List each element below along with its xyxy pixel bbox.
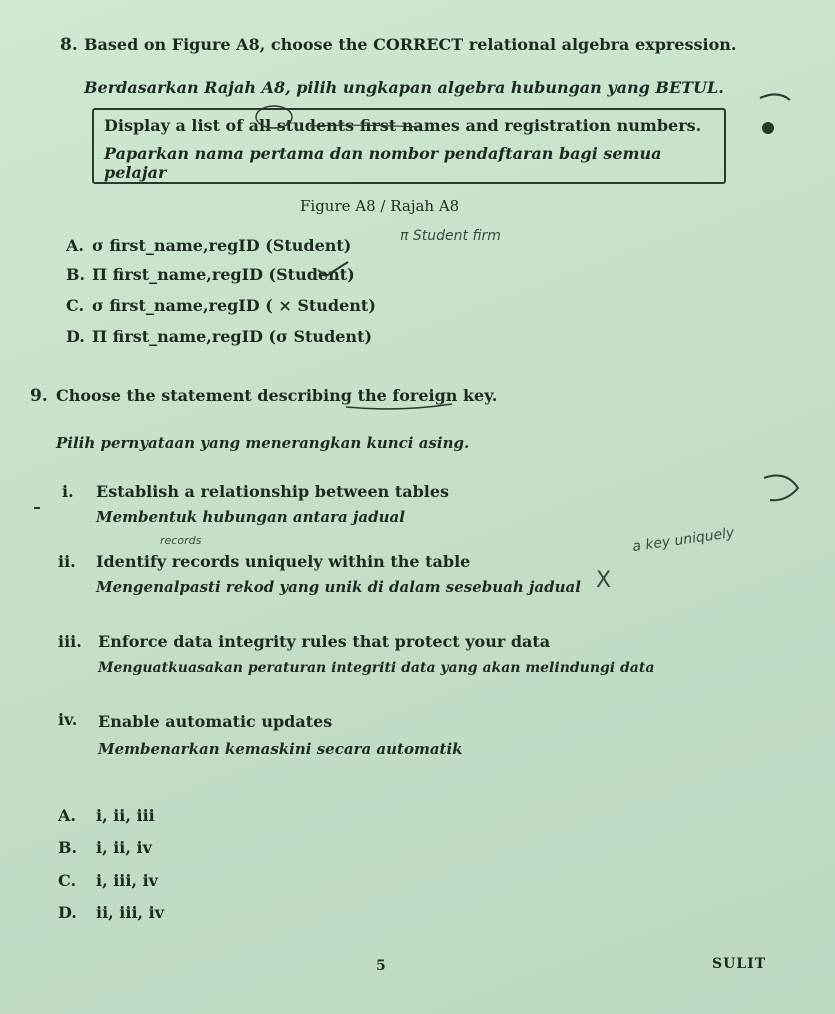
q8-option-a-text: σ first_name,regID (Student) [92,236,352,255]
q8-option-a-letter: A. [66,236,84,255]
q8-malay: Berdasarkan Rajah A8, pilih ungkapan algebra hubungan yang BETUL. [84,78,724,97]
q8-number: 8. [60,35,78,55]
q9-number: 9. [30,386,48,406]
q9-option-a-text: i, ii, iii [96,806,155,825]
circle-mark [256,106,292,128]
statement-iv-malay: Membenarkan kemaskini secara automatik [98,740,463,758]
q8-english: Based on Figure A8, choose the CORRECT relational algebra expression. [84,35,737,54]
handwritten-cross: X [596,568,612,593]
q8-option-b-letter: B. [66,265,86,284]
statement-iv-english: Enable automatic updates [98,712,333,731]
q8-option-d-letter: D. [66,327,85,346]
statement-i-english: Establish a relationship between tables [96,482,450,501]
edge-curve-mark-2 [764,476,798,501]
underline-mark [310,125,420,127]
q9-option-d-letter: D. [58,903,77,922]
statement-ii-malay: Mengenalpasti rekod yang unik di dalam sesebuah jadual [96,578,581,596]
foreign-key-underline [346,404,452,409]
handwritten-records: records [160,534,202,547]
statement-i-malay: Membentuk hubungan antara jadual [96,508,405,526]
q9-english: Choose the statement describing the foreign key. [56,386,498,405]
statement-iii-roman: iii. [58,632,82,651]
sulit-label: SULIT [712,956,767,972]
q8-option-b-text: Π first_name,regID (Student) [92,265,355,284]
statement-iii-english: Enforce data integrity rules that protect your data [98,632,551,651]
statement-ii-roman: ii. [58,552,76,571]
q9-option-c-letter: C. [58,871,77,890]
q9-option-d-text: ii, iii, iv [96,903,165,922]
q9-malay: Pilih pernyataan yang menerangkan kunci asing. [56,434,470,452]
figure-box-malay: Paparkan nama pertama dan nombor pendaftaran bagi semua pelajar [104,144,662,182]
edge-curve-mark [760,94,790,100]
edge-dot [762,122,774,134]
handwritten-note-q8: π Student firm [400,228,501,244]
q9-option-c-text: i, iii, iv [96,871,158,890]
q9-option-b-text: i, ii, iv [96,838,152,857]
statement-iii-malay: Menguatkuasakan peraturan integriti data yang akan melindungi data [98,660,655,676]
statement-ii-english: Identify records uniquely within the table [96,552,471,571]
page-number: 5 [376,958,386,974]
tick-mark-option-b [318,262,348,276]
figure-caption: Figure A8 / Rajah A8 [300,197,460,215]
handwritten-side-note: a key uniquely [631,524,736,556]
q8-option-c-text: σ first_name,regID ( × Student) [92,296,376,315]
q9-option-b-letter: B. [58,838,78,857]
figure-box-english: Display a list of all students first names and registration numbers. [104,116,702,135]
q8-option-c-letter: C. [66,296,85,315]
statement-iv-roman: iv. [58,710,78,729]
statement-i-roman: i. [62,482,74,501]
q9-option-a-letter: A. [58,806,76,825]
q8-option-d-text: Π first_name,regID (σ Student) [92,327,373,346]
